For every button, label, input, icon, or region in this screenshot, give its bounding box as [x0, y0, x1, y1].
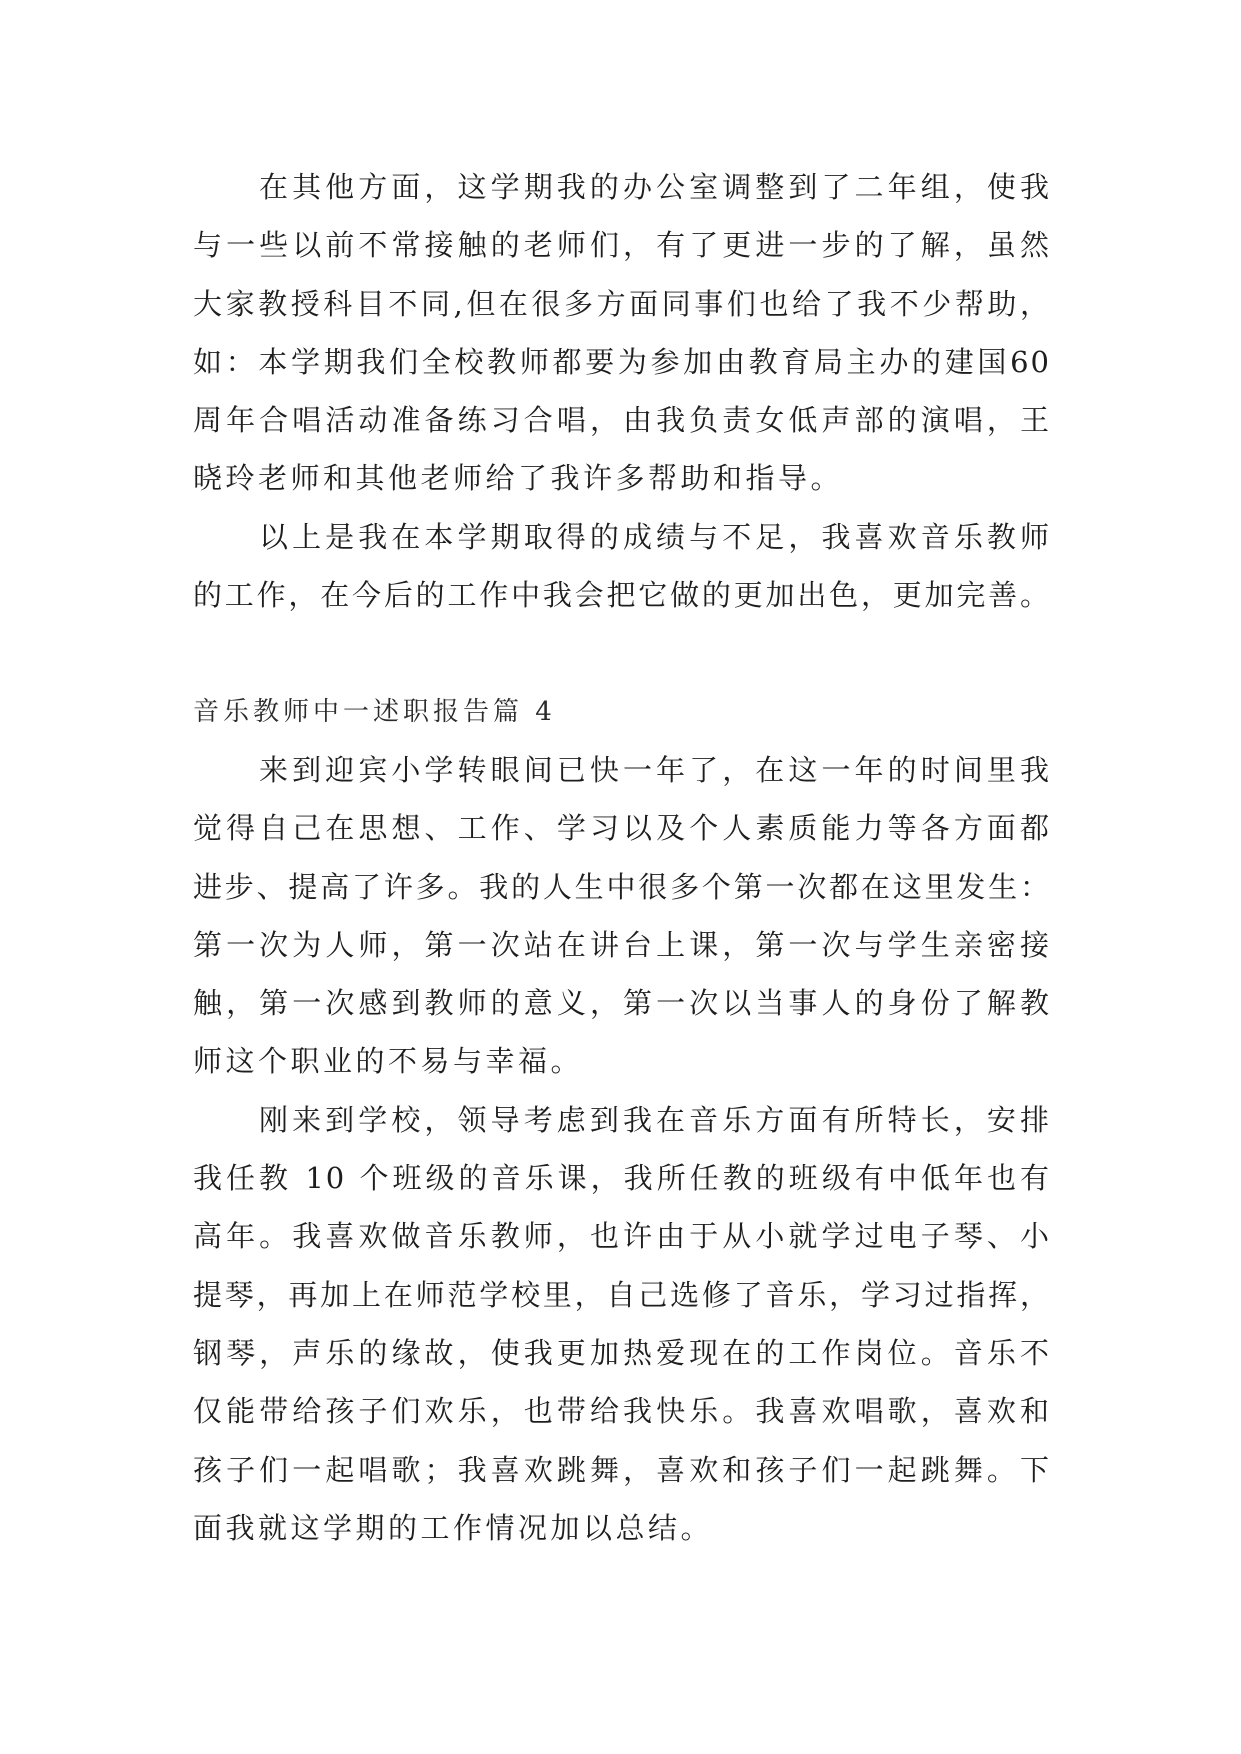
text-line: 仅能带给孩子们欢乐，也带给我快乐。我喜欢唱歌，喜欢和: [193, 1394, 1051, 1429]
text-line: 我任教 10 个班级的音乐课，我所任教的班级有中低年也有: [193, 1161, 1051, 1196]
text-line: 刚来到学校，领导考虑到我在音乐方面有所特长，安排: [259, 1102, 1051, 1137]
text-line: 的工作，在今后的工作中我会把它做的更加出色，更加完善。: [193, 578, 1051, 613]
text-line: 来到迎宾小学转眼间已快一年了，在这一年的时间里我: [259, 752, 1051, 787]
section-heading: 音乐教师中一述职报告篇 4: [193, 696, 556, 727]
paragraph: [193, 741, 1051, 1091]
text-line: 钢琴，声乐的缘故，使我更加热爱现在的工作岗位。音乐不: [193, 1335, 1051, 1370]
text-line: 大家教授科目不同,但在很多方面同事们也给了我不少帮助，: [193, 286, 1051, 321]
text-line: 触，第一次感到教师的意义，第一次以当事人的身份了解教: [193, 986, 1051, 1021]
paragraph: [193, 508, 1051, 625]
document-body: [193, 158, 1051, 1557]
text-line: 师这个职业的不易与幸福。: [193, 1044, 584, 1079]
text-line: 高年。我喜欢做音乐教师，也许由于从小就学过电子琴、小: [193, 1219, 1051, 1254]
text-line: 在其他方面，这学期我的办公室调整到了二年组，使我: [259, 170, 1051, 204]
blank-line: [193, 624, 1051, 682]
text-line: 面我就这学期的工作情况加以总结。: [193, 1510, 714, 1545]
text-line: 第一次为人师，第一次站在讲台上课，第一次与学生亲密接: [193, 927, 1051, 962]
paragraph: [193, 158, 1051, 508]
text-line: 周年合唱活动准备练习合唱，由我负责女低声部的演唱，王: [193, 403, 1051, 438]
text-line: 进步、提高了许多。我的人生中很多个第一次都在这里发生：: [193, 869, 1051, 904]
text-line: 以上是我在本学期取得的成绩与不足，我喜欢音乐教师: [259, 519, 1051, 554]
paragraph: [193, 1091, 1051, 1557]
text-line: 与一些以前不常接触的老师们，有了更进一步的了解，虽然: [193, 228, 1051, 263]
text-line: 提琴，再加上在师范学校里，自己选修了音乐，学习过指挥，: [193, 1277, 1051, 1312]
text-line: 晓玲老师和其他老师给了我许多帮助和指导。: [193, 461, 844, 496]
text-line: 觉得自己在思想、工作、学习以及个人素质能力等各方面都: [193, 811, 1051, 846]
text-line: 如：本学期我们全校教师都要为参加由教育局主办的建国60: [193, 344, 1051, 379]
text-line: 孩子们一起唱歌；我喜欢跳舞，喜欢和孩子们一起跳舞。下: [193, 1452, 1051, 1487]
